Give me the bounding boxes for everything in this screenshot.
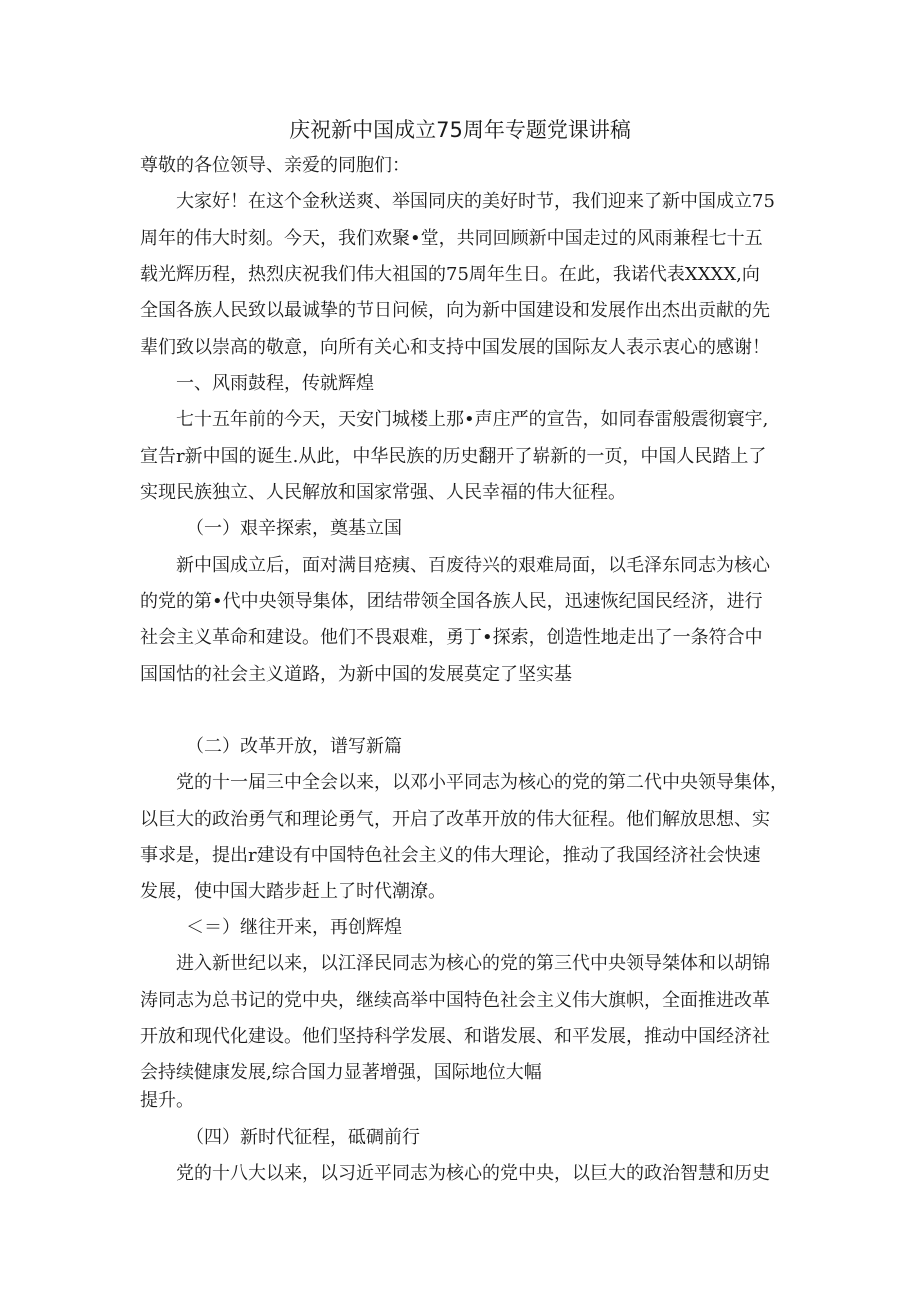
section1-line-3: 实现民族独立、人民解放和国家常强、人民幸福的伟大征程。 (140, 482, 626, 503)
sub1-line-1: 新中国成立后，面对满目疮痍、百废待兴的艰难局面，以毛泽东同志为核心 (176, 555, 770, 576)
sub4-line-1: 党的十八大以来，以习近平同志为核心的党中央，以巨大的政治智慧和历史 (176, 1163, 770, 1184)
sub3-heading: ＜＝）继往开来，再创辉煌 (186, 917, 402, 938)
sub1-line-4: 国国怙的社会主义道路，为新中国的发展莫定了坚实基 (140, 664, 572, 685)
sub1-heading: （一）艰辛探索，奠基立国 (186, 518, 402, 539)
salutation: 尊敬的各位领导、亲爱的同胞们： (140, 155, 410, 176)
sub2-heading: （二）改革开放，谱写新篇 (186, 736, 402, 757)
section1-line-2: 宣告r新中国的诞生.从此，中华民族的历史翻开了崭新的一页，中国人民踏上了 (140, 446, 767, 467)
sub2-line-1: 党的十一届三中全会以来，以邓小平同志为核心的党的第二代中央领导集体， (176, 772, 788, 793)
sub3-line-1: 进入新世纪以来，以江泽民同志为核心的党的第三代中央领导桀体和以胡锦 (176, 953, 770, 974)
sub2-line-3: 事求是，提出r建设有中国特色社会主义的伟大理论，推动了我国经济社会快速 (140, 845, 761, 866)
section1-heading: 一、风雨鼓程，传就辉煌 (176, 373, 374, 394)
intro-line-5: 辈们致以崇高的敬意，向所有关心和支持中国发展的国际友人表示衷心的感谢！ (140, 337, 770, 358)
sub1-line-2: 的党的第•代中央领导集体，团结带领全国各族人民，迅速恢纪国民经济，进行 (140, 591, 763, 612)
sub2-line-2: 以巨大的政治勇气和理论勇气，开启了改革开放的伟大征程。他们解放思想、实 (140, 809, 770, 830)
intro-line-2: 周年的伟大时刻。今天，我们欢聚•堂，共同回顾新中国走过的风雨兼程七十五 (140, 228, 763, 249)
document-title: 庆祝新中国成立75周年专题党课讲稿 (289, 118, 631, 142)
sub1-line-3: 社会主义革命和建设。他们不畏艰难，勇丁•探索，创造性地走出了一条符合中 (140, 627, 763, 648)
sub2-line-4: 发展，使中国大踏步赶上了时代潮潦。 (140, 881, 446, 902)
sub3-line-5: 提升。 (140, 1090, 194, 1111)
sub3-line-3: 开放和现代化建设。他们坚持科学发展、和谐发展、和平发展，推动中国经济社 (140, 1026, 770, 1047)
sub3-line-2: 涛同志为总书记的党中央，继续高举中国特色社会主义伟大旗帜，全面推进改革 (140, 990, 770, 1011)
intro-line-1: 大家好！在这个金秋送爽、举国同庆的美好时节，我们迎来了新中国成立75 (176, 191, 775, 212)
sub4-heading: （四）新时代征程，砥碉前行 (186, 1127, 420, 1148)
sub3-line-4: 会持续健康发展,综合国力显著增强，国际地位大幅 (140, 1062, 542, 1083)
section1-line-1: 七十五年前的今天，天安门城楼上那•声庄严的宣告，如同春雷般震彻寰宇, (176, 409, 769, 430)
intro-line-3: 载光辉历程，热烈庆祝我们伟大祖国的75周年生日。在此，我诺代表XXXX,向 (140, 264, 760, 285)
intro-line-4: 全国各族人民致以最诚挚的节日问候，向为新中国建设和发展作出杰出贡献的先 (140, 300, 770, 321)
